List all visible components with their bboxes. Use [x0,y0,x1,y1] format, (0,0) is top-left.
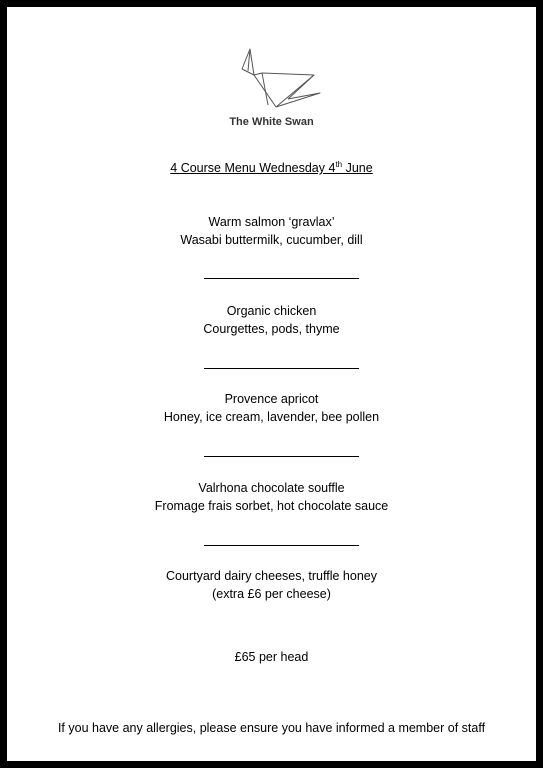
restaurant-name: The White Swan [229,116,314,128]
course-name: Provence apricot [224,392,319,406]
course-3 [7,390,536,426]
course-description: Honey, ice cream, lavender, bee pollen [163,410,380,424]
course-description: Wasabi buttermilk, cucumber, dill [180,233,363,247]
divider [204,545,359,546]
divider [204,278,359,279]
course-description: Fromage frais sorbet, hot chocolate sauce [154,499,389,513]
course-description: (extra £6 per cheese) [212,587,331,601]
course-name: Organic chicken [226,304,317,318]
course-5 [7,567,536,603]
course-name: Courtyard dairy cheeses, truffle honey [166,569,377,583]
divider [204,456,359,457]
price: £65 per head [234,650,309,664]
course-1 [7,213,536,249]
divider [204,368,359,369]
course-name: Valrhona chocolate souffle [198,481,345,495]
course-4 [7,479,536,515]
course-2 [7,302,536,338]
course-name: Warm salmon ‘gravlax’ [208,215,335,229]
course-description: Courgettes, pods, thyme [203,322,340,336]
allergy-notice: If you have any allergies, please ensure you have informed a member of staff [57,721,486,735]
swan-logo-icon [238,47,322,111]
menu-title: 4 Course Menu Wednesday 4th June [170,160,373,176]
